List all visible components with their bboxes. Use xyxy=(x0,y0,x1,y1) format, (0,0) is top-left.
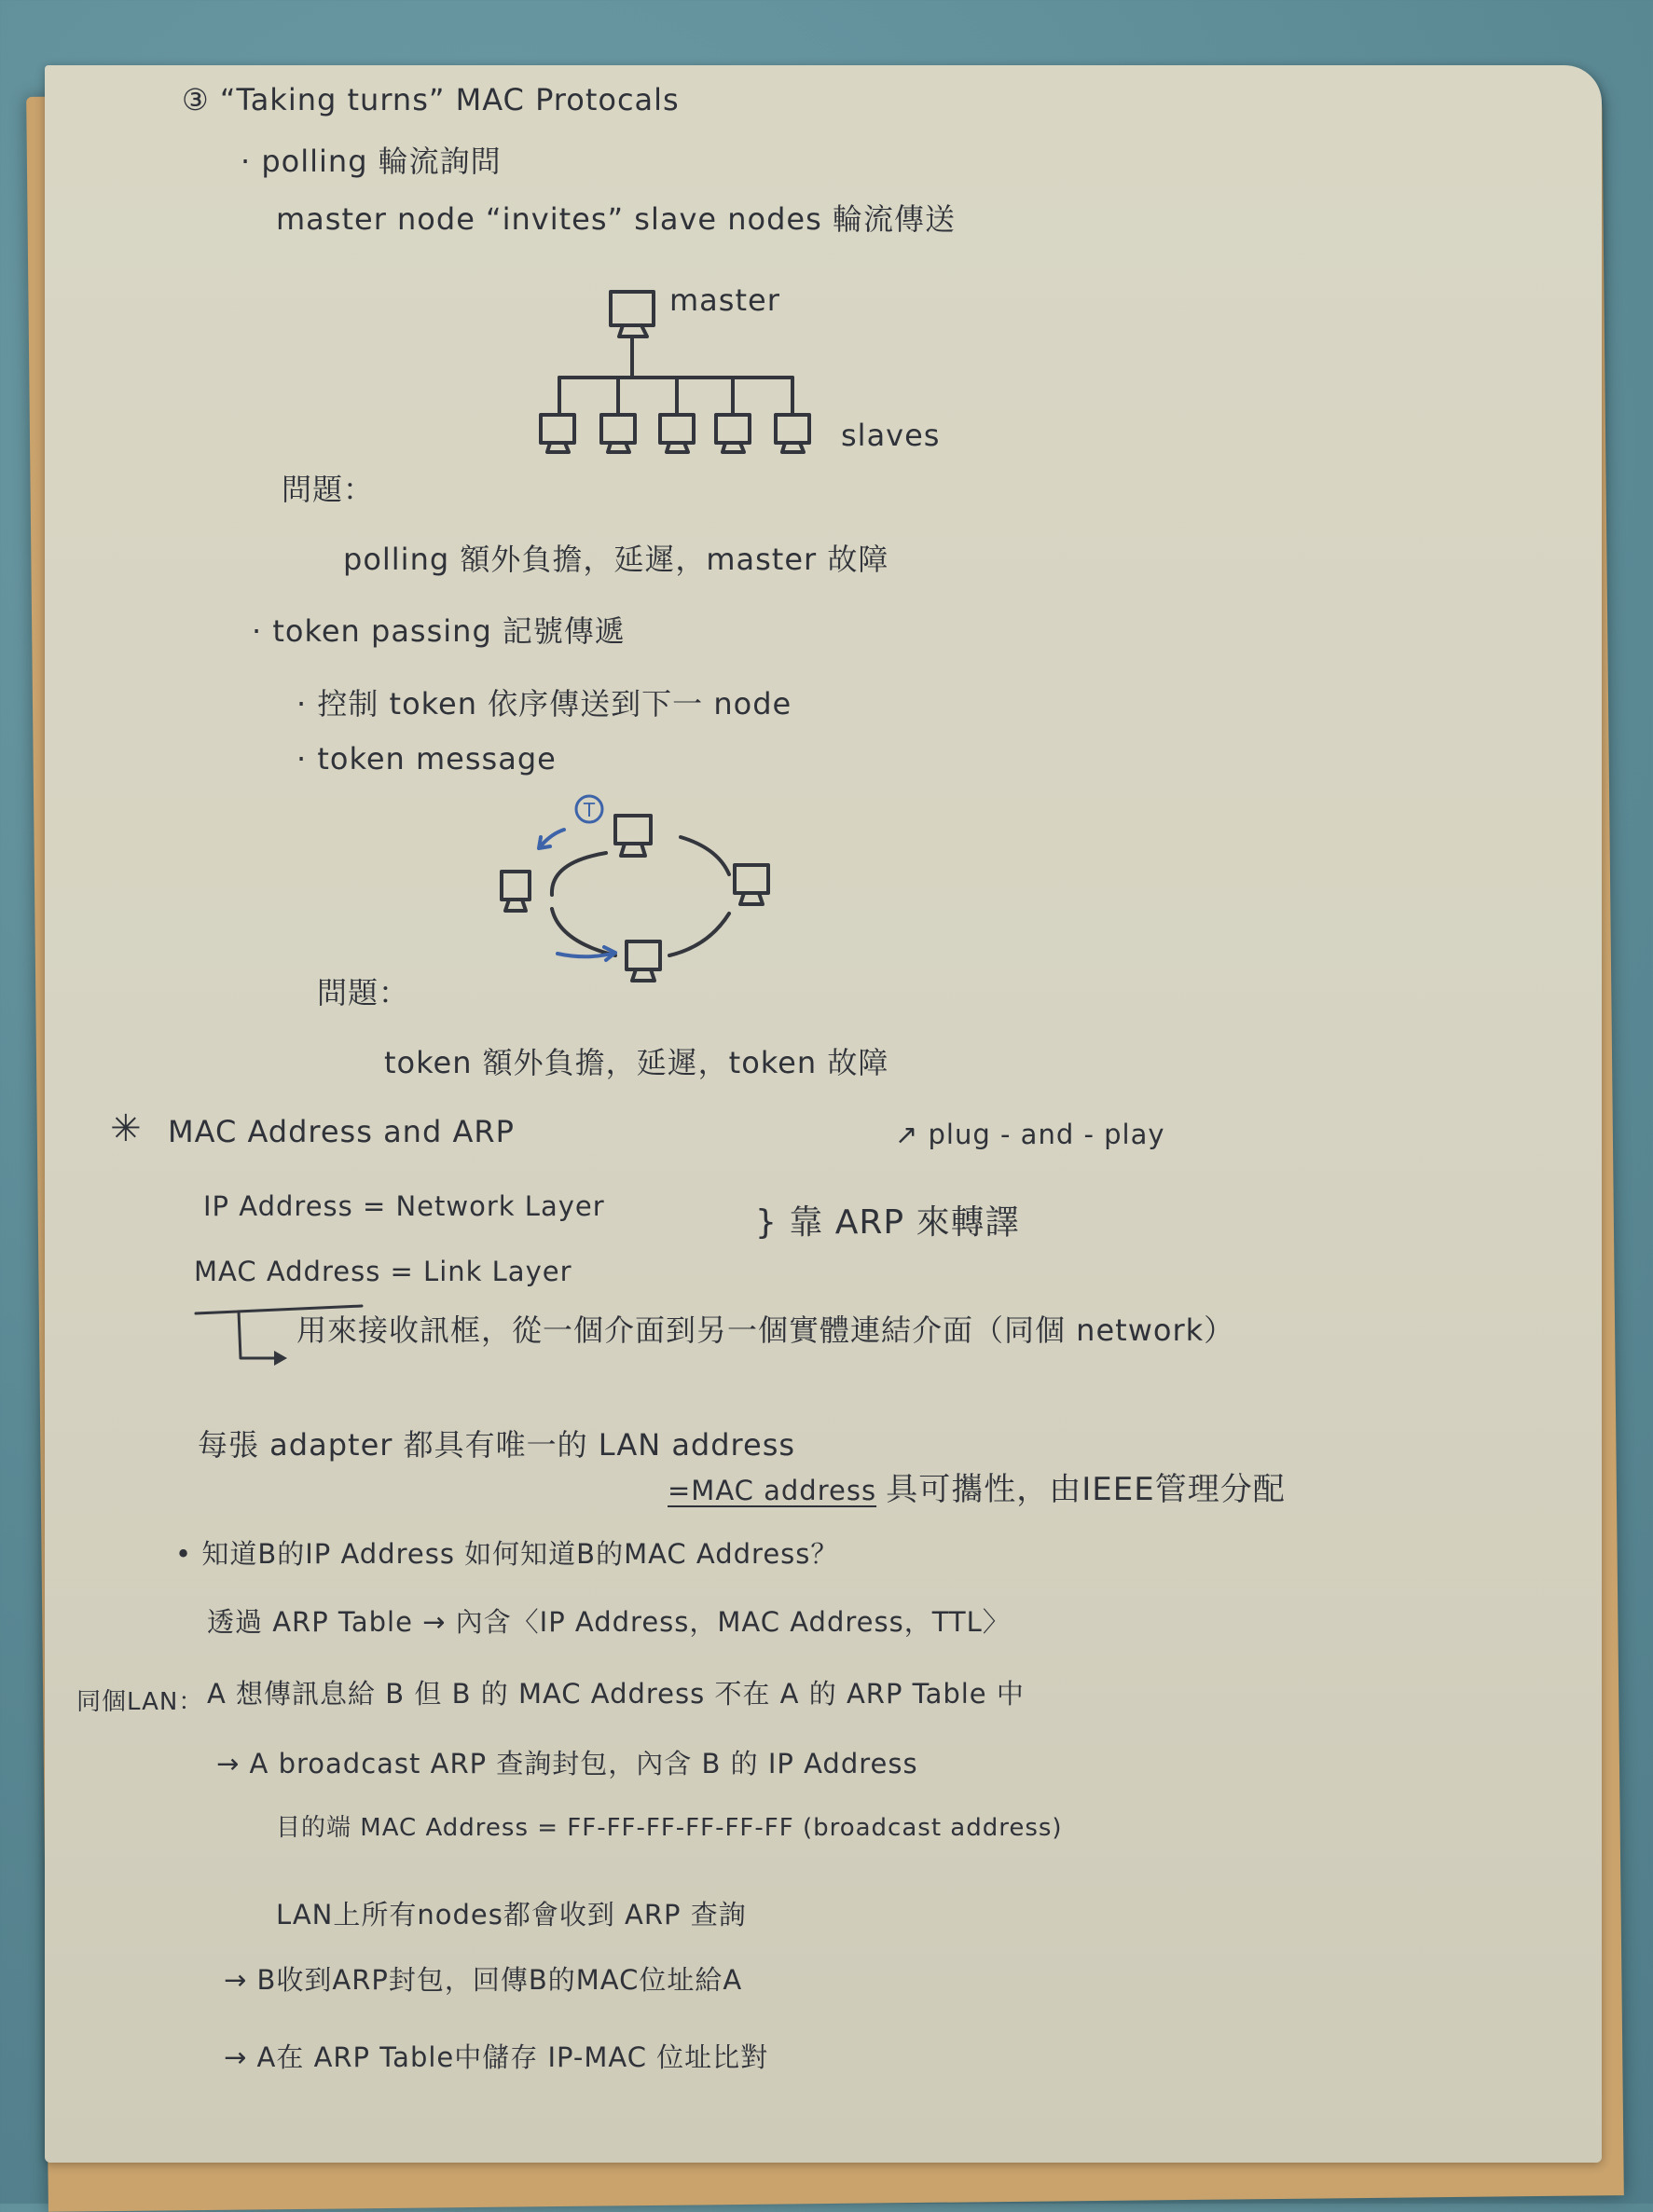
polling-problem-label: 問題： xyxy=(282,472,375,507)
slave-computer-icon xyxy=(660,415,694,452)
ip-address-line: IP Address = Network Layer xyxy=(203,1190,605,1222)
polling-description: master node “invites” slave nodes 輪流傳送 xyxy=(276,201,956,237)
polling-problem-text: polling 額外負擔，延遲，master 故障 xyxy=(343,542,889,577)
polling-title: · polling 輪流詢問 xyxy=(241,144,502,179)
mac-usage-arrow xyxy=(194,1300,296,1375)
arp-step-destination: 目的端 MAC Address = FF-FF-FF-FF-FF-FF (broadcast address) xyxy=(276,1814,1063,1842)
bottom-computer-icon xyxy=(627,941,660,981)
arp-step-reply: → B收到ARP封包，回傳B的MAC位址給A xyxy=(224,1964,743,1996)
slaves-label: slaves xyxy=(841,418,941,453)
token-item-2: · token message xyxy=(296,741,557,776)
token-ring-diagram xyxy=(485,783,802,997)
arp-table-answer: 透過 ARP Table → 內含〈IP Address，MAC Address，TTL〉 xyxy=(207,1606,1011,1638)
ring-segment xyxy=(669,914,729,955)
adapter-line: 每張 adapter 都具有唯一的 LAN address xyxy=(198,1427,796,1463)
mac-usage-text: 用來接收訊框，從一個介面到另一個實體連結介面（同個 network） xyxy=(296,1312,1235,1348)
same-lan-label: 同個LAN： xyxy=(76,1688,204,1716)
master-label: master xyxy=(669,282,780,318)
token-passing-title: · token passing 記號傳遞 xyxy=(252,613,626,649)
top-computer-icon xyxy=(615,816,651,856)
slave-computer-icon xyxy=(716,415,750,452)
arp-step-all-nodes: LAN上所有nodes都會收到 ARP 查詢 xyxy=(276,1899,747,1930)
master-computer-icon xyxy=(611,292,654,337)
lan-scenario: A 想傳訊息給 B 但 B 的 MAC Address 不在 A 的 ARP Table 中 xyxy=(207,1678,1025,1710)
slave-computer-icon xyxy=(601,415,635,452)
token-direction-arrow xyxy=(558,947,615,960)
arp-translation-note: } 靠 ARP 來轉譯 xyxy=(755,1203,1020,1242)
plug-and-play-note: ↗ plug - and - play xyxy=(895,1119,1165,1150)
token-direction-arrow xyxy=(539,830,564,848)
token-item-1: · 控制 token 依序傳送到下一 node xyxy=(296,686,792,721)
portability-note: 具可攜性，由IEEE管理分配 xyxy=(886,1471,1286,1508)
slave-computer-icon xyxy=(541,415,574,452)
right-computer-icon xyxy=(735,865,768,904)
token-mark: T xyxy=(583,799,596,821)
slave-drop-lines xyxy=(559,378,792,415)
arp-step-broadcast: → A broadcast ARP 查詢封包，內含 B 的 IP Address xyxy=(216,1748,918,1779)
mac-arp-title: MAC Address and ARP xyxy=(168,1114,515,1149)
arp-step-store: → A在 ARP Table中儲存 IP-MAC 位址比對 xyxy=(224,2041,769,2073)
arp-question: • 知道B的IP Address 如何知道B的MAC Address？ xyxy=(175,1538,839,1570)
token-problem-label: 問題： xyxy=(317,975,410,1010)
ring-segment xyxy=(552,853,606,895)
star-mark: ✳ xyxy=(110,1107,143,1150)
adapter-line-2 xyxy=(668,1463,1286,1509)
ring-segment xyxy=(681,837,729,874)
left-computer-icon xyxy=(502,872,530,911)
slave-computer-icon xyxy=(776,415,809,452)
section-heading: ③ “Taking turns” MAC Protocals xyxy=(182,82,680,117)
mac-address-line: MAC Address = Link Layer xyxy=(194,1256,572,1287)
token-problem-text: token 額外負擔，延遲，token 故障 xyxy=(384,1045,889,1080)
mac-address-underlined: =MAC address xyxy=(668,1475,877,1506)
